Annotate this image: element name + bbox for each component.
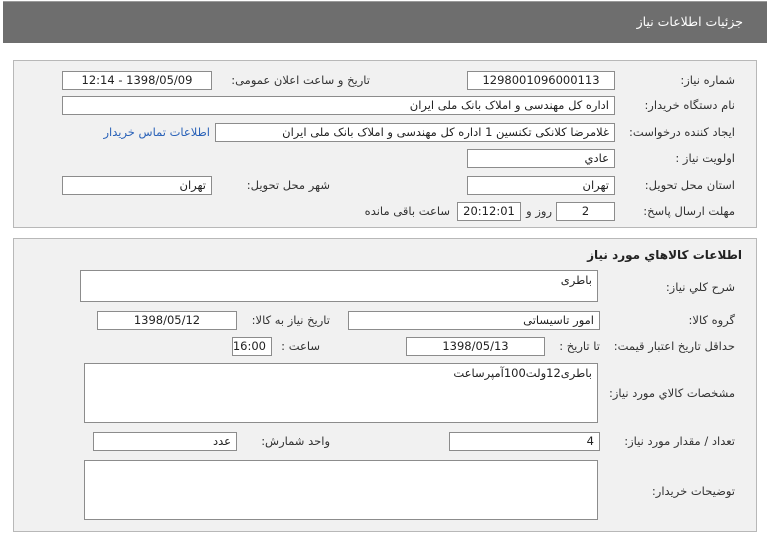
price-validity-date-field[interactable]: 1398/05/13 — [406, 337, 545, 356]
delivery-city-field[interactable]: تهران — [62, 176, 212, 195]
general-description-label: شرح کلي نياز: — [665, 280, 735, 294]
delivery-province-field[interactable]: تهران — [467, 176, 615, 195]
deadline-days-suffix: روز و — [526, 204, 552, 218]
quantity-label: تعداد / مقدار مورد نیاز: — [624, 434, 735, 448]
goods-group-label: گروه کالا: — [688, 313, 735, 327]
deadline-label: مهلت ارسال پاسخ: — [643, 204, 735, 218]
quantity-field[interactable]: 4 — [449, 432, 600, 451]
page-title-bar — [3, 1, 767, 43]
specifications-box[interactable]: باطری12ولت100آمپرساعت — [84, 363, 598, 423]
buyer-notes-box[interactable] — [84, 460, 598, 520]
priority-label: اولویت نیاز : — [675, 151, 735, 165]
need-number-field[interactable]: 1298001096000113 — [467, 71, 615, 90]
buyer-org-label: نام دستگاه خریدار: — [644, 98, 735, 112]
delivery-city-label: شهر محل تحویل: — [246, 178, 330, 192]
price-validity-until-label: تا تاریخ : — [559, 339, 600, 353]
goods-info-heading: اطلاعات کالاهاي مورد نياز — [587, 248, 742, 262]
price-validity-label: حداقل تاریخ اعتبار قیمت: — [613, 339, 735, 353]
unit-label: واحد شمارش: — [261, 434, 330, 448]
need-date-label: تاریخ نیاز به کالا: — [251, 313, 330, 327]
unit-field[interactable]: عدد — [93, 432, 237, 451]
deadline-time-field[interactable]: 20:12:01 — [457, 202, 521, 221]
announce-datetime-label: تاریخ و ساعت اعلان عمومی: — [231, 73, 370, 87]
need-number-label: شماره نیاز: — [680, 73, 735, 87]
priority-field[interactable]: عادي — [467, 149, 615, 168]
requester-field[interactable]: غلامرضا کلانکی تکنسین 1 اداره کل مهندسی و املاک بانک ملی ایران — [215, 123, 615, 142]
general-description-box[interactable]: باطری — [80, 270, 598, 302]
buyer-org-field[interactable]: اداره کل مهندسی و املاک بانک ملی ایران — [62, 96, 615, 115]
price-validity-time-label: ساعت : — [281, 339, 320, 353]
price-validity-time-field[interactable]: 16:00 — [232, 337, 272, 356]
delivery-province-label: استان محل تحویل: — [644, 178, 735, 192]
goods-group-field[interactable]: امور تاسیساتی — [348, 311, 600, 330]
deadline-days-field[interactable]: 2 — [556, 202, 615, 221]
buyer-notes-label: توضیحات خریدار: — [651, 484, 735, 498]
buyer-contact-link[interactable]: اطلاعات تماس خریدار — [103, 125, 210, 139]
page-title: جزئیات اطلاعات نیاز — [636, 14, 743, 29]
deadline-time-suffix: ساعت باقی مانده — [364, 204, 450, 218]
specifications-label: مشخصات کالاي مورد نياز: — [608, 386, 735, 400]
announce-datetime-field[interactable]: 1398/05/09 - 12:14 — [62, 71, 212, 90]
requester-label: ایجاد کننده درخواست: — [629, 125, 735, 139]
need-date-field[interactable]: 1398/05/12 — [97, 311, 237, 330]
